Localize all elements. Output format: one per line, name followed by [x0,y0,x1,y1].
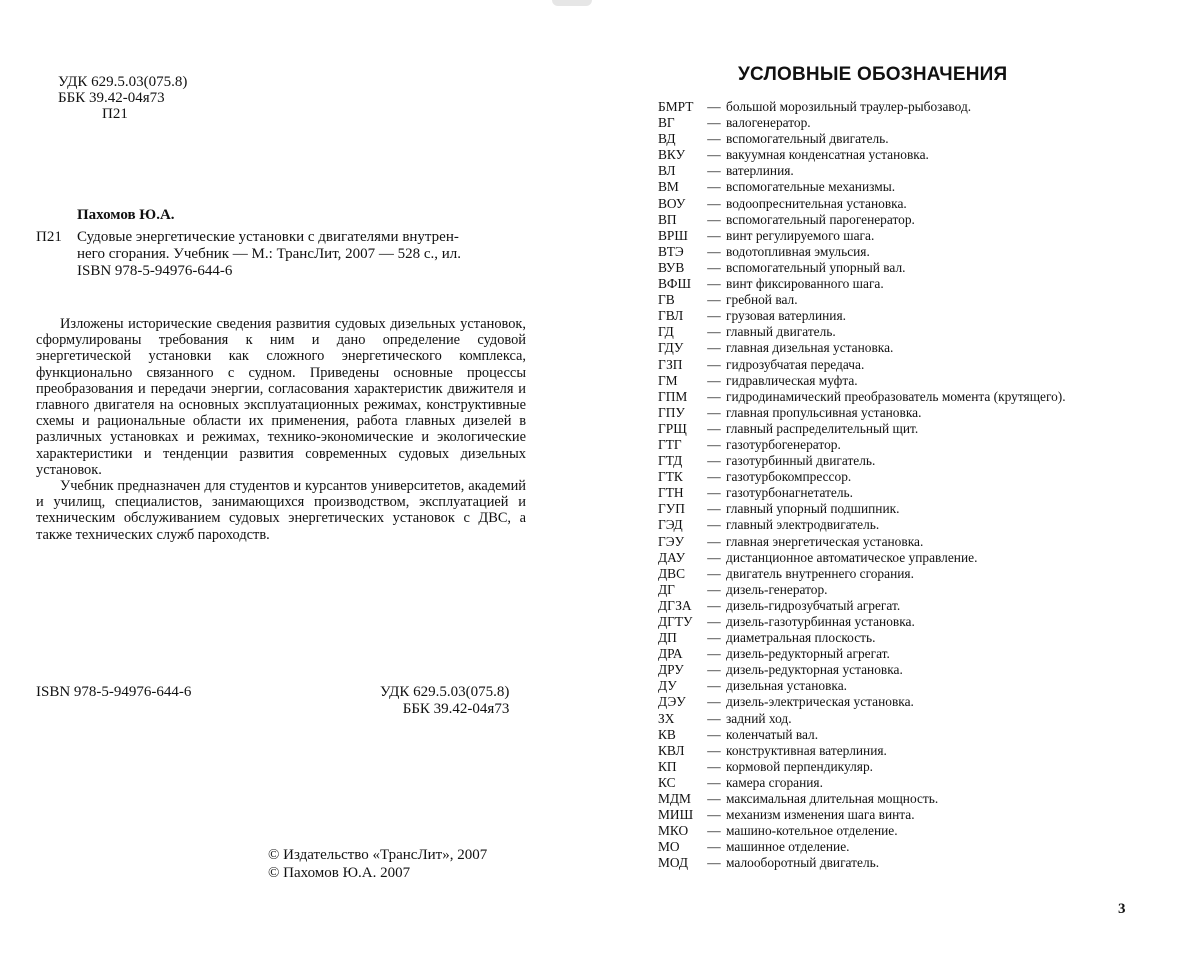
abbreviation-row [658,662,1178,678]
abbreviation-definition: валогенератор. [726,115,811,131]
abbreviation-row [658,566,1178,582]
abbreviation-dash: — [707,726,721,742]
abbreviation-code: ВГ [658,115,675,131]
abbreviation-code: ГТН [658,485,684,501]
abbreviation-row [658,437,1178,453]
abbreviation-code: БМРТ [658,99,694,114]
abbreviation-row [658,550,1178,566]
abbreviation-code: ДУ [658,678,677,694]
abbreviation-row [658,260,1178,276]
abbreviation-code: ВРШ [658,227,688,243]
abbreviation-dash: — [707,855,721,871]
abbreviation-definition: газотурбокомпрессор. [726,469,852,485]
abbreviation-dash: — [707,453,721,469]
abbreviation-code: МО [658,839,680,855]
abbreviation-definition: главный двигатель. [726,324,836,340]
abbreviation-dash: — [707,597,721,613]
abbreviation-definition: максимальная длительная мощность. [726,791,939,807]
abbreviation-definition: конструктивная ватерлиния. [726,742,887,758]
abbreviation-dash: — [707,404,721,420]
abbreviation-dash: — [707,436,721,452]
abbreviation-definition: вспомогательный упорный вал. [726,259,906,275]
abbreviation-code: ГВ [658,292,675,308]
abbreviation-definition: машино-котельное отделение. [726,823,898,839]
abbreviation-definition: газотурбогенератор. [726,436,841,452]
abbreviation-list [658,99,1178,872]
abbreviation-definition: газотурбинный двигатель. [726,453,876,469]
abbreviation-dash: — [707,710,721,726]
abbreviation-dash: — [707,195,721,211]
abbreviation-code: ЗХ [658,710,675,726]
abbreviation-row [658,453,1178,469]
abbreviation-dash: — [707,292,721,308]
abbreviation-code: ГЭУ [658,533,685,549]
abbreviation-dash: — [707,646,721,662]
abbreviation-row [658,244,1178,260]
abbreviation-definition: гидрозубчатая передача. [726,356,865,372]
abbreviation-definition: главный электродвигатель. [726,517,880,533]
abbreviation-code: ГЭД [658,517,683,533]
abbreviation-row [658,775,1178,791]
abbreviation-dash: — [707,758,721,774]
copyright-author: © Пахомов Ю.А. 2007 [268,865,411,881]
abbreviation-dash: — [707,839,721,855]
abbreviation-code: ГД [658,324,674,340]
abbreviation-row [658,147,1178,163]
abbreviation-definition: механизм изменения шага винта. [726,807,915,823]
abbreviation-definition: ватерлиния. [726,163,794,179]
abbreviation-row [658,228,1178,244]
abbreviation-code: ВКУ [658,147,686,163]
abbreviation-definition: задний ход. [726,710,792,726]
abbreviation-row [658,421,1178,437]
abbreviation-row [658,292,1178,308]
abbreviation-row [658,405,1178,421]
abbreviation-row [658,646,1178,662]
abbreviation-dash: — [707,324,721,340]
abbreviation-row [658,212,1178,228]
abbreviation-row [658,357,1178,373]
abbreviation-definition: грузовая ватерлиния. [726,308,846,324]
abbreviation-row [658,163,1178,179]
abbreviation-definition: гидравлическая муфта. [726,372,858,388]
abbreviation-row [658,694,1178,710]
abbreviation-row [658,469,1178,485]
abbreviation-definition: главная энергетическая установка. [726,533,924,549]
abbreviation-definition: вспомогательный двигатель. [726,131,889,147]
abbreviation-code: ГТГ [658,436,682,452]
copyright-publisher: © Издательство «ТрансЛит», 2007 [268,847,488,863]
abbreviation-definition: двигатель внутреннего сгорания. [726,565,914,581]
abbreviation-dash: — [707,163,721,179]
abbreviation-dash: — [707,774,721,790]
classification-block [58,74,187,122]
abbreviation-code: КВ [658,726,676,742]
abbreviation-code: ГТК [658,469,683,485]
abbreviation-row [658,823,1178,839]
abbreviation-row [658,711,1178,727]
abbreviation-row [658,839,1178,855]
abbreviation-row [658,727,1178,743]
abbreviation-definition: водоопреснительная установка. [726,195,907,211]
abbreviation-definition: коленчатый вал. [726,726,819,742]
abbreviation-dash: — [707,340,721,356]
abbreviation-dash: — [707,630,721,646]
abbreviation-dash: — [707,99,721,114]
abbreviation-row [658,115,1178,131]
right-page [600,0,1200,963]
abbreviation-dash: — [707,469,721,485]
bbk-code: ББК 39.42-04я73 [58,90,165,106]
abbreviation-row [658,179,1178,195]
abbreviation-definition: главная пропульсивная установка. [726,404,922,420]
biblio-code: П21 [36,229,62,245]
abbreviation-row [658,807,1178,823]
abbreviation-dash: — [707,420,721,436]
abbreviation-dash: — [707,807,721,823]
abbreviation-dash: — [707,308,721,324]
abbreviation-row [658,791,1178,807]
abbreviation-row [658,131,1178,147]
abbreviation-row [658,99,1178,115]
abbreviation-definition: винт фиксированного шага. [726,276,884,292]
abbreviation-dash: — [707,694,721,710]
abbreviation-code: ВМ [658,179,679,195]
abbreviation-code: ВП [658,211,677,227]
abbreviation-definition: диаметральная плоскость. [726,630,876,646]
abbreviation-dash: — [707,356,721,372]
abbreviation-code: ГВЛ [658,308,684,324]
abbreviation-definition: дизель-редукторная установка. [726,662,903,678]
abbreviation-dash: — [707,614,721,629]
abbreviation-row [658,598,1178,614]
abbreviation-definition: камера сгорания. [726,774,823,790]
abbreviation-definition: дизель-электрическая установка. [726,694,914,710]
abbreviation-row [658,324,1178,340]
abbreviation-dash: — [707,388,721,404]
abbreviation-code: ГДУ [658,340,684,356]
abbreviation-definition: дизель-генератор. [726,581,828,597]
abbreviation-definition: гребной вал. [726,292,798,308]
abbreviation-row [658,501,1178,517]
abbreviation-definition: дизель-гидрозубчатый агрегат. [726,597,901,613]
abbreviation-dash: — [707,227,721,243]
abbreviation-definition: дизель-газотурбинная установка. [726,614,915,629]
abbreviation-code: ВУВ [658,259,685,275]
abbreviation-code: ВД [658,131,676,147]
abbreviation-dash: — [707,485,721,501]
annotation-paragraph-2: Учебник предназначен для студентов и курсантов университетов, академий и училищ, специалистов, занимающихся производством, эксплуатацией и техническим обслуживанием судовых энергетических установок с ДВС, а также технических служб пароходств. [36,478,526,543]
abbreviation-definition: винт регулируемого шага. [726,227,875,243]
abbreviation-row [658,517,1178,533]
abbreviation-dash: — [707,565,721,581]
copyright-block [268,846,487,882]
abbreviation-row [658,389,1178,405]
abbreviation-code: МОД [658,855,689,871]
abbreviation-row [658,630,1178,646]
abbreviation-definition: главный упорный подшипник. [726,501,900,517]
abbreviation-definition: большой морозильный траулер-рыбозавод. [726,99,972,114]
abbreviation-definition: дизель-редукторный агрегат. [726,646,890,662]
abbreviation-code: ГЗП [658,356,683,372]
author-mark: П21 [102,106,128,122]
abbreviation-code: МДМ [658,791,691,807]
biblio-isbn: ISBN 978-5-94976-644-6 [77,263,233,279]
abbreviation-code: ДП [658,630,677,646]
abbreviation-definition: газотурбонагнетатель. [726,485,853,501]
abbreviation-dash: — [707,823,721,839]
page-number: 3 [1118,901,1126,917]
abbreviation-row [658,534,1178,550]
classification-footer [380,684,509,718]
abbreviation-code: ВОУ [658,195,686,211]
abbreviation-definition: дизельная установка. [726,678,847,694]
abbreviation-code: ДРУ [658,662,684,678]
abbreviation-dash: — [707,131,721,147]
abbreviation-code: ДГТУ [658,614,693,629]
bbk-footer: ББК 39.42-04я73 [402,701,510,717]
abbreviation-definition: кормовой перпендикуляр. [726,758,873,774]
abbreviation-code: ГУП [658,501,685,517]
abbreviation-dash: — [707,533,721,549]
abbreviation-definition: главный распределительный щит. [726,420,919,436]
abbreviation-dash: — [707,179,721,195]
abbreviation-code: ГМ [658,372,678,388]
abbreviation-dash: — [707,259,721,275]
abbreviation-dash: — [707,791,721,807]
abbreviation-row [658,196,1178,212]
udk-code: УДК 629.5.03(075.8) [58,74,188,90]
abbreviation-code: ВЛ [658,163,676,179]
abbreviation-code: ГПМ [658,388,688,404]
abbreviation-row [658,308,1178,324]
abbreviation-definition: главная дизельная установка. [726,340,894,356]
biblio-publication-line: него сгорания. Учебник — М.: ТрансЛит, 2007 — 528 с., ил. [77,246,462,262]
abbreviation-code: КС [658,774,676,790]
abbreviation-row [658,485,1178,501]
abbreviation-definition: дистанционное автоматическое управление. [726,549,978,565]
abbreviation-row [658,743,1178,759]
abbreviation-code: ДВС [658,565,685,581]
bibliographic-record [36,229,526,280]
abbreviation-code: ДГ [658,581,675,597]
abbreviation-definition: вспомогательные механизмы. [726,179,896,195]
abbreviation-row [658,678,1178,694]
abbreviation-dash: — [707,372,721,388]
abbreviation-code: ГПУ [658,404,685,420]
abbreviation-dash: — [707,678,721,694]
abbreviation-code: КП [658,758,677,774]
abbreviation-code: ДЭУ [658,694,686,710]
abbreviation-row [658,582,1178,598]
abbreviation-dash: — [707,581,721,597]
annotation-paragraph-1: Изложены исторические сведения развития судовых дизельных установок, сформулированы требования к ним и дано определение судовой энергетической установки как сложного энергетического комплекса, функционально связанного с судном. Приведены основные процессы преобразования и передачи энергии, согласования характеристик движителя и главного двигателя на основных эксплуатационных режимах, конструктивные схемы и рациональные области их применения, работа главных дизелей в различных установках и режимах, технико-экономические и экологические характеристики и тенденции развития современных судовых дизельных установок. [36,316,526,478]
abbreviation-code: ДРА [658,646,683,662]
abbreviation-definition: машинное отделение. [726,839,850,855]
abbreviation-code: ВФШ [658,276,692,292]
abbreviation-dash: — [707,276,721,292]
abbreviation-definition: водотопливная эмульсия. [726,243,870,259]
section-title: УСЛОВНЫЕ ОБОЗНАЧЕНИЯ [738,64,1008,85]
abbreviation-dash: — [707,147,721,163]
abbreviation-code: ДАУ [658,549,686,565]
abbreviation-dash: — [707,662,721,678]
abbreviation-code: ДГЗА [658,597,692,613]
abbreviation-code: ГТД [658,453,683,469]
abbreviation-definition: гидродинамический преобразователь момента (крутящего). [726,388,1066,404]
abbreviation-row [658,373,1178,389]
abbreviation-definition: вспомогательный парогенератор. [726,211,915,227]
abbreviation-row [658,759,1178,775]
abbreviation-row [658,340,1178,356]
abbreviation-code: МИШ [658,807,694,823]
abbreviation-dash: — [707,115,721,131]
author-name: Пахомов Ю.А. [77,207,175,223]
annotation [36,316,526,543]
abbreviation-dash: — [707,501,721,517]
abbreviation-definition: вакуумная конденсатная установка. [726,147,929,163]
biblio-title-line: Судовые энергетические установки с двигателями внутрен- [77,229,459,245]
abbreviation-row [658,855,1178,871]
abbreviation-dash: — [707,517,721,533]
abbreviation-row [658,614,1178,630]
abbreviation-dash: — [707,211,721,227]
abbreviation-code: ГРЩ [658,420,687,436]
abbreviation-definition: малооборотный двигатель. [726,855,880,871]
abbreviation-row [658,276,1178,292]
abbreviation-dash: — [707,549,721,565]
abbreviation-dash: — [707,243,721,259]
abbreviation-dash: — [707,742,721,758]
isbn-footer: ISBN 978-5-94976-644-6 [36,684,192,700]
abbreviation-code: КВЛ [658,742,685,758]
abbreviation-code: МКО [658,823,689,839]
udk-footer: УДК 629.5.03(075.8) [380,684,510,700]
abbreviation-code: ВТЭ [658,243,684,259]
